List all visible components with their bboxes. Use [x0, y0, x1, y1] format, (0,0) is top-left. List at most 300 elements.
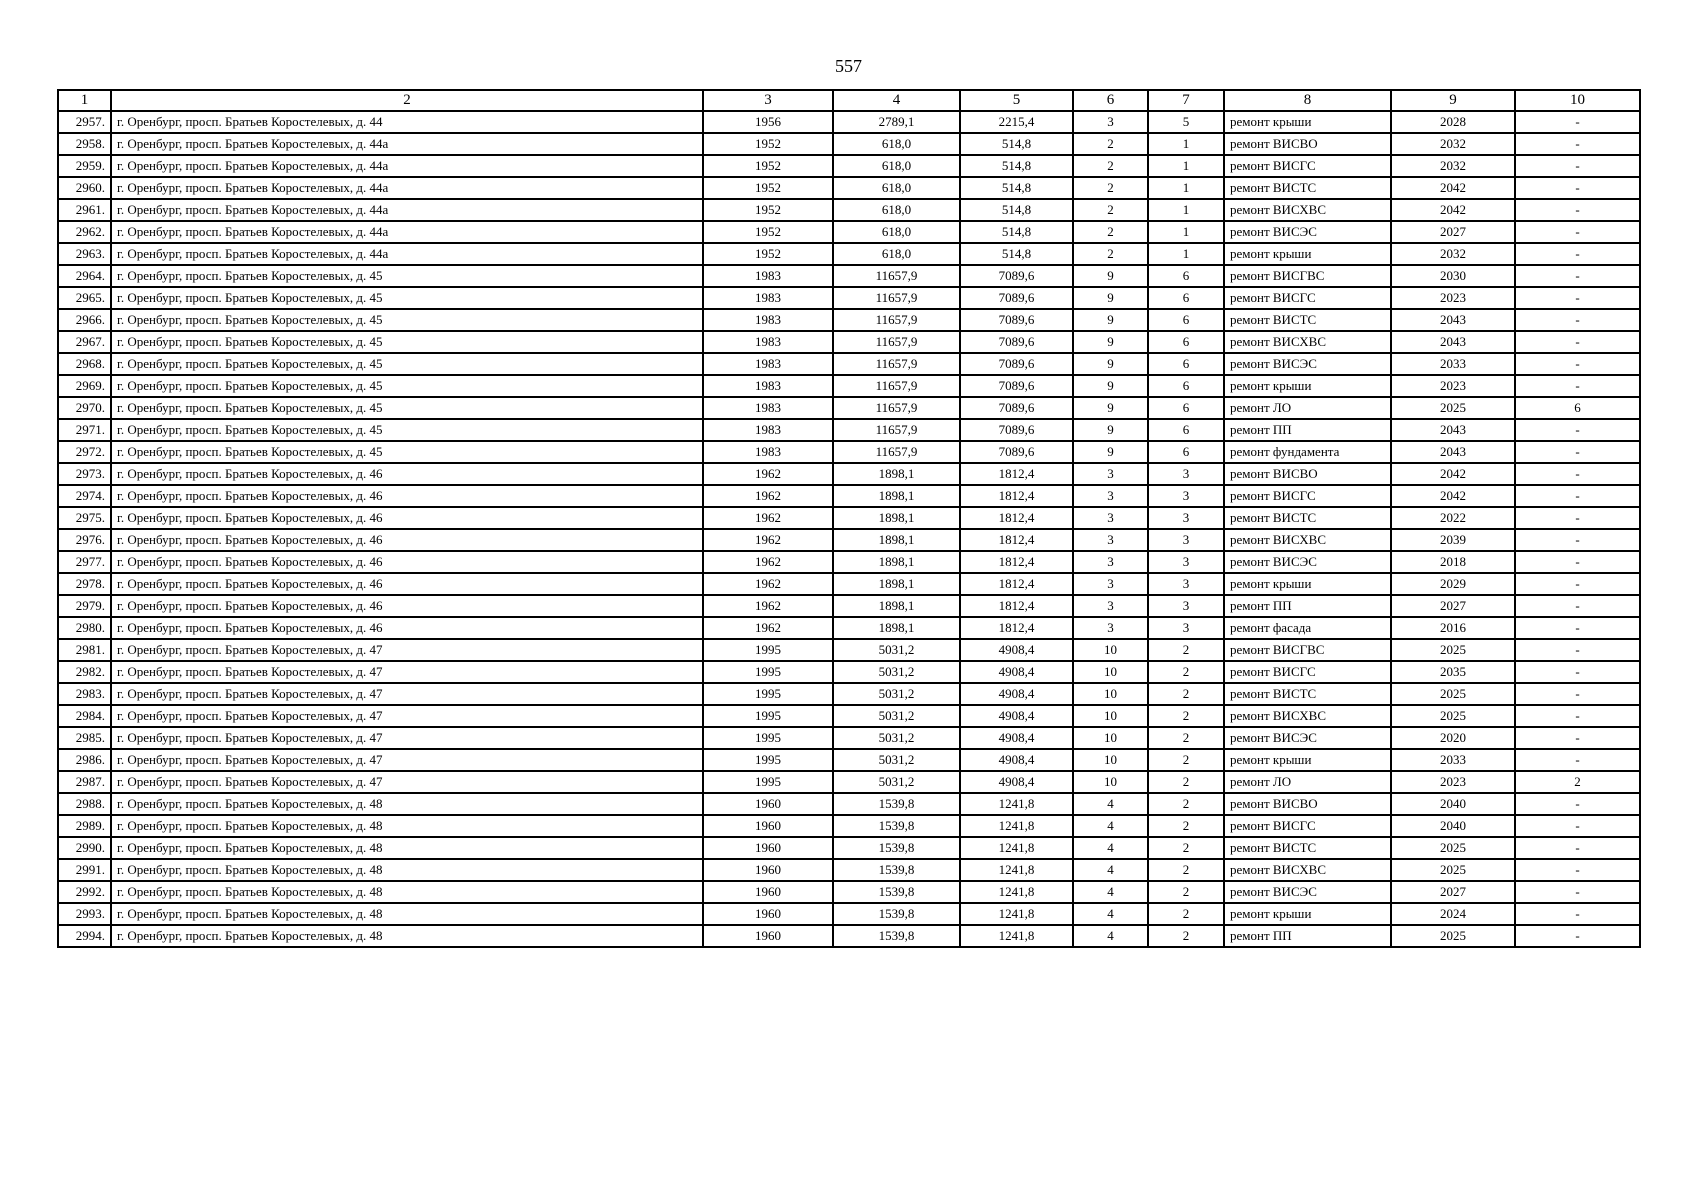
table-cell-col-5: 1812,4: [960, 595, 1073, 617]
table-cell-col-1: 2973.: [58, 463, 111, 485]
table-cell-col-7: 2: [1148, 903, 1224, 925]
table-cell-col-1: 2965.: [58, 287, 111, 309]
table-cell-col-1: 2994.: [58, 925, 111, 947]
table-cell-col-8: ремонт ВИСТС: [1224, 683, 1391, 705]
table-row: [58, 243, 1640, 265]
table-cell-col-7: 2: [1148, 771, 1224, 793]
table-cell-col-8: ремонт ПП: [1224, 925, 1391, 947]
table-cell-col-7: 2: [1148, 661, 1224, 683]
table-cell-col-4: 1539,8: [833, 881, 960, 903]
table-cell-col-8: ремонт ВИСЭС: [1224, 353, 1391, 375]
table-cell-col-4: 11657,9: [833, 419, 960, 441]
table-cell-col-9: 2039: [1391, 529, 1515, 551]
table-cell-col-9: 2040: [1391, 793, 1515, 815]
table-cell-col-8: ремонт ВИСХВС: [1224, 529, 1391, 551]
table-cell-col-9: 2032: [1391, 155, 1515, 177]
table-cell-col-7: 6: [1148, 441, 1224, 463]
table-row: [58, 551, 1640, 573]
table-cell-col-2: г. Оренбург, просп. Братьев Коростелевых, д. 47: [111, 705, 703, 727]
table-cell-col-7: 3: [1148, 595, 1224, 617]
table-cell-col-6: 10: [1073, 749, 1148, 771]
table-cell-col-1: 2989.: [58, 815, 111, 837]
table-cell-col-9: 2029: [1391, 573, 1515, 595]
table-cell-col-7: 2: [1148, 837, 1224, 859]
table-cell-col-10: -: [1515, 221, 1640, 243]
table-cell-col-6: 10: [1073, 661, 1148, 683]
table-cell-col-9: 2027: [1391, 595, 1515, 617]
table-cell-col-2: г. Оренбург, просп. Братьев Коростелевых, д. 46: [111, 507, 703, 529]
table-row: [58, 485, 1640, 507]
table-cell-col-8: ремонт ВИСГВС: [1224, 639, 1391, 661]
table-cell-col-4: 618,0: [833, 133, 960, 155]
table-cell-col-7: 6: [1148, 353, 1224, 375]
table-row: [58, 463, 1640, 485]
table-cell-col-7: 2: [1148, 881, 1224, 903]
table-cell-col-9: 2023: [1391, 771, 1515, 793]
table-cell-col-9: 2030: [1391, 265, 1515, 287]
table-row: [58, 375, 1640, 397]
table-cell-col-7: 2: [1148, 639, 1224, 661]
table-cell-col-10: -: [1515, 353, 1640, 375]
table-row: [58, 595, 1640, 617]
table-cell-col-7: 2: [1148, 815, 1224, 837]
table-cell-col-3: 1952: [703, 221, 833, 243]
table-cell-col-3: 1995: [703, 705, 833, 727]
table-cell-col-5: 7089,6: [960, 309, 1073, 331]
table-cell-col-10: -: [1515, 815, 1640, 837]
table-row: [58, 749, 1640, 771]
table-cell-col-2: г. Оренбург, просп. Братьев Коростелевых, д. 46: [111, 485, 703, 507]
table-cell-col-1: 2986.: [58, 749, 111, 771]
table-cell-col-10: -: [1515, 485, 1640, 507]
table-cell-col-3: 1952: [703, 177, 833, 199]
table-cell-col-1: 2962.: [58, 221, 111, 243]
table-cell-col-6: 9: [1073, 441, 1148, 463]
table-cell-col-10: -: [1515, 111, 1640, 133]
table-cell-col-6: 3: [1073, 507, 1148, 529]
table-cell-col-8: ремонт ВИСВО: [1224, 133, 1391, 155]
table-cell-col-3: 1960: [703, 925, 833, 947]
table-cell-col-1: 2967.: [58, 331, 111, 353]
table-cell-col-1: 2990.: [58, 837, 111, 859]
table-row: [58, 771, 1640, 793]
table-cell-col-10: -: [1515, 419, 1640, 441]
table-cell-col-7: 3: [1148, 551, 1224, 573]
table-cell-col-1: 2985.: [58, 727, 111, 749]
table-cell-col-4: 1898,1: [833, 595, 960, 617]
table-cell-col-4: 11657,9: [833, 353, 960, 375]
table-cell-col-9: 2020: [1391, 727, 1515, 749]
table-cell-col-8: ремонт ВИСТС: [1224, 177, 1391, 199]
table-cell-col-9: 2016: [1391, 617, 1515, 639]
table-cell-col-10: -: [1515, 551, 1640, 573]
table-cell-col-7: 6: [1148, 375, 1224, 397]
table-cell-col-8: ремонт фундамента: [1224, 441, 1391, 463]
table-cell-col-9: 2042: [1391, 177, 1515, 199]
table-cell-col-5: 7089,6: [960, 397, 1073, 419]
column-header-6: 6: [1073, 90, 1148, 111]
table-cell-col-1: 2977.: [58, 551, 111, 573]
table-cell-col-10: -: [1515, 243, 1640, 265]
table-cell-col-6: 3: [1073, 595, 1148, 617]
table-cell-col-1: 2972.: [58, 441, 111, 463]
table-cell-col-6: 10: [1073, 639, 1148, 661]
table-cell-col-10: -: [1515, 881, 1640, 903]
table-cell-col-8: ремонт ВИСХВС: [1224, 859, 1391, 881]
table-row: [58, 903, 1640, 925]
table-cell-col-9: 2033: [1391, 353, 1515, 375]
table-cell-col-5: 514,8: [960, 177, 1073, 199]
table-cell-col-6: 10: [1073, 727, 1148, 749]
table-cell-col-2: г. Оренбург, просп. Братьев Коростелевых, д. 48: [111, 881, 703, 903]
table-cell-col-6: 9: [1073, 287, 1148, 309]
table-cell-col-6: 2: [1073, 133, 1148, 155]
column-header-4: 4: [833, 90, 960, 111]
table-cell-col-1: 2993.: [58, 903, 111, 925]
table-cell-col-7: 1: [1148, 199, 1224, 221]
table-cell-col-5: 1812,4: [960, 507, 1073, 529]
table-cell-col-5: 1812,4: [960, 529, 1073, 551]
table-cell-col-9: 2025: [1391, 639, 1515, 661]
table-cell-col-2: г. Оренбург, просп. Братьев Коростелевых, д. 44а: [111, 221, 703, 243]
table-cell-col-2: г. Оренбург, просп. Братьев Коростелевых, д. 44а: [111, 177, 703, 199]
table-cell-col-7: 1: [1148, 133, 1224, 155]
table-row: [58, 705, 1640, 727]
column-header-9: 9: [1391, 90, 1515, 111]
table-cell-col-1: 2980.: [58, 617, 111, 639]
table-cell-col-2: г. Оренбург, просп. Братьев Коростелевых, д. 48: [111, 859, 703, 881]
table-cell-col-2: г. Оренбург, просп. Братьев Коростелевых, д. 44а: [111, 155, 703, 177]
table-cell-col-1: 2968.: [58, 353, 111, 375]
table-cell-col-4: 1898,1: [833, 551, 960, 573]
table-cell-col-5: 7089,6: [960, 353, 1073, 375]
table-cell-col-7: 2: [1148, 683, 1224, 705]
table-cell-col-7: 6: [1148, 397, 1224, 419]
table-cell-col-8: ремонт ЛО: [1224, 397, 1391, 419]
table-cell-col-5: 4908,4: [960, 639, 1073, 661]
table-cell-col-3: 1983: [703, 441, 833, 463]
table-cell-col-7: 1: [1148, 177, 1224, 199]
table-cell-col-2: г. Оренбург, просп. Братьев Коростелевых, д. 46: [111, 617, 703, 639]
table-cell-col-1: 2976.: [58, 529, 111, 551]
table-row: [58, 661, 1640, 683]
table-cell-col-10: -: [1515, 595, 1640, 617]
table-cell-col-3: 1956: [703, 111, 833, 133]
table-cell-col-4: 5031,2: [833, 771, 960, 793]
column-header-2: 2: [111, 90, 703, 111]
table-cell-col-10: -: [1515, 507, 1640, 529]
table-cell-col-7: 3: [1148, 507, 1224, 529]
table-row: [58, 859, 1640, 881]
table-cell-col-2: г. Оренбург, просп. Братьев Коростелевых, д. 46: [111, 551, 703, 573]
table-cell-col-3: 1960: [703, 793, 833, 815]
table-cell-col-5: 1241,8: [960, 903, 1073, 925]
table-cell-col-1: 2981.: [58, 639, 111, 661]
table-row: [58, 617, 1640, 639]
table-cell-col-7: 3: [1148, 485, 1224, 507]
table-cell-col-5: 4908,4: [960, 705, 1073, 727]
table-cell-col-2: г. Оренбург, просп. Братьев Коростелевых, д. 48: [111, 815, 703, 837]
page-number: 557: [835, 56, 862, 76]
table-cell-col-6: 3: [1073, 573, 1148, 595]
table-cell-col-3: 1962: [703, 573, 833, 595]
table-cell-col-2: г. Оренбург, просп. Братьев Коростелевых, д. 46: [111, 463, 703, 485]
table-cell-col-3: 1962: [703, 551, 833, 573]
table-cell-col-4: 1539,8: [833, 793, 960, 815]
table-cell-col-5: 514,8: [960, 243, 1073, 265]
table-cell-col-10: -: [1515, 265, 1640, 287]
table-cell-col-10: -: [1515, 287, 1640, 309]
table-cell-col-4: 618,0: [833, 221, 960, 243]
table-cell-col-4: 1898,1: [833, 529, 960, 551]
table-cell-col-10: -: [1515, 617, 1640, 639]
table-cell-col-1: 2971.: [58, 419, 111, 441]
table-cell-col-1: 2987.: [58, 771, 111, 793]
table-cell-col-10: -: [1515, 133, 1640, 155]
column-header-7: 7: [1148, 90, 1224, 111]
table-cell-col-4: 1539,8: [833, 903, 960, 925]
table-cell-col-4: 1539,8: [833, 925, 960, 947]
table-cell-col-3: 1962: [703, 507, 833, 529]
table-cell-col-8: ремонт ЛО: [1224, 771, 1391, 793]
table-cell-col-8: ремонт ВИСГС: [1224, 815, 1391, 837]
table-cell-col-6: 9: [1073, 353, 1148, 375]
table-cell-col-9: 2018: [1391, 551, 1515, 573]
table-row: [58, 837, 1640, 859]
table-cell-col-2: г. Оренбург, просп. Братьев Коростелевых, д. 45: [111, 419, 703, 441]
table-cell-col-10: -: [1515, 639, 1640, 661]
table-row: [58, 265, 1640, 287]
table-cell-col-3: 1952: [703, 199, 833, 221]
table-cell-col-9: 2028: [1391, 111, 1515, 133]
table-cell-col-3: 1962: [703, 485, 833, 507]
table-cell-col-3: 1952: [703, 133, 833, 155]
table-cell-col-3: 1962: [703, 529, 833, 551]
table-cell-col-5: 1812,4: [960, 463, 1073, 485]
table-cell-col-7: 2: [1148, 925, 1224, 947]
column-header-8: 8: [1224, 90, 1391, 111]
table-row: [58, 155, 1640, 177]
table-cell-col-8: ремонт ВИСВО: [1224, 463, 1391, 485]
column-header-1: 1: [58, 90, 111, 111]
table-cell-col-8: ремонт ВИСХВС: [1224, 331, 1391, 353]
table-header-row: [58, 90, 1640, 111]
table-cell-col-2: г. Оренбург, просп. Братьев Коростелевых, д. 48: [111, 837, 703, 859]
table-cell-col-6: 9: [1073, 331, 1148, 353]
table-cell-col-9: 2027: [1391, 221, 1515, 243]
table-cell-col-2: г. Оренбург, просп. Братьев Коростелевых, д. 45: [111, 441, 703, 463]
table-cell-col-3: 1960: [703, 859, 833, 881]
table-cell-col-6: 4: [1073, 925, 1148, 947]
table-cell-col-6: 3: [1073, 111, 1148, 133]
table-cell-col-2: г. Оренбург, просп. Братьев Коростелевых, д. 48: [111, 903, 703, 925]
table-cell-col-6: 2: [1073, 243, 1148, 265]
table-cell-col-7: 2: [1148, 705, 1224, 727]
table-cell-col-5: 514,8: [960, 133, 1073, 155]
table-cell-col-2: г. Оренбург, просп. Братьев Коростелевых, д. 44а: [111, 243, 703, 265]
table-cell-col-5: 7089,6: [960, 331, 1073, 353]
table-cell-col-5: 1241,8: [960, 793, 1073, 815]
table-row: [58, 397, 1640, 419]
table-cell-col-1: 2978.: [58, 573, 111, 595]
table-row: [58, 177, 1640, 199]
table-cell-col-7: 6: [1148, 265, 1224, 287]
table-row: [58, 111, 1640, 133]
table-cell-col-2: г. Оренбург, просп. Братьев Коростелевых, д. 45: [111, 331, 703, 353]
table-cell-col-7: 3: [1148, 573, 1224, 595]
table-cell-col-2: г. Оренбург, просп. Братьев Коростелевых, д. 44: [111, 111, 703, 133]
column-header-10: 10: [1515, 90, 1640, 111]
table-cell-col-10: -: [1515, 749, 1640, 771]
table-cell-col-5: 1241,8: [960, 925, 1073, 947]
table-cell-col-4: 2789,1: [833, 111, 960, 133]
table-cell-col-4: 618,0: [833, 243, 960, 265]
table-cell-col-2: г. Оренбург, просп. Братьев Коростелевых, д. 44а: [111, 199, 703, 221]
table-cell-col-6: 10: [1073, 683, 1148, 705]
table-cell-col-2: г. Оренбург, просп. Братьев Коростелевых, д. 47: [111, 683, 703, 705]
table-cell-col-1: 2959.: [58, 155, 111, 177]
table-cell-col-5: 514,8: [960, 199, 1073, 221]
table-row: [58, 133, 1640, 155]
table-cell-col-5: 1812,4: [960, 551, 1073, 573]
table-cell-col-3: 1983: [703, 375, 833, 397]
table-cell-col-2: г. Оренбург, просп. Братьев Коростелевых, д. 45: [111, 287, 703, 309]
table-cell-col-7: 2: [1148, 859, 1224, 881]
table-cell-col-6: 2: [1073, 177, 1148, 199]
table-cell-col-9: 2032: [1391, 133, 1515, 155]
table-cell-col-7: 1: [1148, 243, 1224, 265]
table-cell-col-4: 5031,2: [833, 639, 960, 661]
table-cell-col-5: 1812,4: [960, 573, 1073, 595]
table-cell-col-8: ремонт ВИСГС: [1224, 155, 1391, 177]
table-cell-col-6: 9: [1073, 397, 1148, 419]
table-cell-col-7: 6: [1148, 309, 1224, 331]
table-cell-col-3: 1995: [703, 683, 833, 705]
table-cell-col-8: ремонт ПП: [1224, 595, 1391, 617]
table-row: [58, 441, 1640, 463]
table-row: [58, 331, 1640, 353]
table-cell-col-10: -: [1515, 661, 1640, 683]
table-cell-col-6: 10: [1073, 705, 1148, 727]
table-cell-col-7: 2: [1148, 793, 1224, 815]
table-cell-col-8: ремонт ВИСТС: [1224, 837, 1391, 859]
table-cell-col-8: ремонт крыши: [1224, 573, 1391, 595]
table-cell-col-1: 2991.: [58, 859, 111, 881]
table-row: [58, 287, 1640, 309]
table-cell-col-8: ремонт ВИСГС: [1224, 485, 1391, 507]
table-cell-col-9: 2025: [1391, 397, 1515, 419]
table-cell-col-9: 2025: [1391, 705, 1515, 727]
table-cell-col-2: г. Оренбург, просп. Братьев Коростелевых, д. 45: [111, 397, 703, 419]
table-cell-col-5: 514,8: [960, 155, 1073, 177]
table-cell-col-9: 2042: [1391, 485, 1515, 507]
table-cell-col-5: 4908,4: [960, 771, 1073, 793]
table-cell-col-4: 11657,9: [833, 397, 960, 419]
table-cell-col-4: 1539,8: [833, 859, 960, 881]
table-cell-col-4: 1539,8: [833, 837, 960, 859]
table-cell-col-3: 1962: [703, 595, 833, 617]
table-cell-col-1: 2979.: [58, 595, 111, 617]
table-cell-col-8: ремонт ВИСХВС: [1224, 705, 1391, 727]
table-cell-col-4: 11657,9: [833, 375, 960, 397]
table-cell-col-8: ремонт крыши: [1224, 903, 1391, 925]
table-cell-col-1: 2963.: [58, 243, 111, 265]
table-cell-col-7: 3: [1148, 617, 1224, 639]
table-cell-col-7: 2: [1148, 727, 1224, 749]
table-cell-col-3: 1983: [703, 353, 833, 375]
table-cell-col-2: г. Оренбург, просп. Братьев Коростелевых, д. 45: [111, 375, 703, 397]
table-row: [58, 925, 1640, 947]
table-cell-col-4: 5031,2: [833, 749, 960, 771]
table-cell-col-3: 1962: [703, 463, 833, 485]
table-cell-col-5: 4908,4: [960, 683, 1073, 705]
table-cell-col-4: 1539,8: [833, 815, 960, 837]
table-cell-col-3: 1983: [703, 331, 833, 353]
table-cell-col-7: 6: [1148, 287, 1224, 309]
table-cell-col-4: 5031,2: [833, 705, 960, 727]
table-cell-col-8: ремонт ВИСТС: [1224, 507, 1391, 529]
table-cell-col-3: 1983: [703, 419, 833, 441]
table-cell-col-6: 4: [1073, 881, 1148, 903]
table-cell-col-9: 2042: [1391, 463, 1515, 485]
table-cell-col-1: 2992.: [58, 881, 111, 903]
table-cell-col-9: 2025: [1391, 859, 1515, 881]
table-cell-col-6: 2: [1073, 155, 1148, 177]
table-cell-col-3: 1995: [703, 727, 833, 749]
table-cell-col-3: 1983: [703, 309, 833, 331]
table-cell-col-8: ремонт ВИСЭС: [1224, 727, 1391, 749]
table-row: [58, 815, 1640, 837]
table-cell-col-8: ремонт крыши: [1224, 111, 1391, 133]
table-cell-col-10: 6: [1515, 397, 1640, 419]
table-cell-col-10: -: [1515, 177, 1640, 199]
table-cell-col-5: 1812,4: [960, 485, 1073, 507]
table-cell-col-2: г. Оренбург, просп. Братьев Коростелевых, д. 48: [111, 793, 703, 815]
table-cell-col-6: 4: [1073, 793, 1148, 815]
table-cell-col-9: 2043: [1391, 331, 1515, 353]
table-cell-col-8: ремонт ВИСЭС: [1224, 221, 1391, 243]
table-cell-col-1: 2970.: [58, 397, 111, 419]
table-cell-col-8: ремонт ВИСГВС: [1224, 265, 1391, 287]
table-cell-col-2: г. Оренбург, просп. Братьев Коростелевых, д. 45: [111, 309, 703, 331]
table-cell-col-10: 2: [1515, 771, 1640, 793]
table-cell-col-5: 7089,6: [960, 287, 1073, 309]
table-cell-col-5: 2215,4: [960, 111, 1073, 133]
table-cell-col-9: 2032: [1391, 243, 1515, 265]
table-cell-col-10: -: [1515, 529, 1640, 551]
table-body: [58, 111, 1640, 947]
table-cell-col-9: 2022: [1391, 507, 1515, 529]
table-cell-col-3: 1960: [703, 903, 833, 925]
table-cell-col-5: 4908,4: [960, 749, 1073, 771]
table-cell-col-2: г. Оренбург, просп. Братьев Коростелевых, д. 44а: [111, 133, 703, 155]
table-cell-col-4: 11657,9: [833, 309, 960, 331]
table-cell-col-8: ремонт ВИСГС: [1224, 661, 1391, 683]
table-cell-col-10: -: [1515, 859, 1640, 881]
table-cell-col-7: 1: [1148, 221, 1224, 243]
table-cell-col-6: 9: [1073, 309, 1148, 331]
table-cell-col-8: ремонт ВИСЭС: [1224, 551, 1391, 573]
table-cell-col-1: 2964.: [58, 265, 111, 287]
table-cell-col-3: 1995: [703, 749, 833, 771]
table-cell-col-9: 2024: [1391, 903, 1515, 925]
table-cell-col-6: 9: [1073, 265, 1148, 287]
table-cell-col-7: 5: [1148, 111, 1224, 133]
table-cell-col-10: -: [1515, 199, 1640, 221]
table-cell-col-10: -: [1515, 573, 1640, 595]
table-cell-col-7: 3: [1148, 463, 1224, 485]
table-cell-col-8: ремонт ВИСТС: [1224, 309, 1391, 331]
